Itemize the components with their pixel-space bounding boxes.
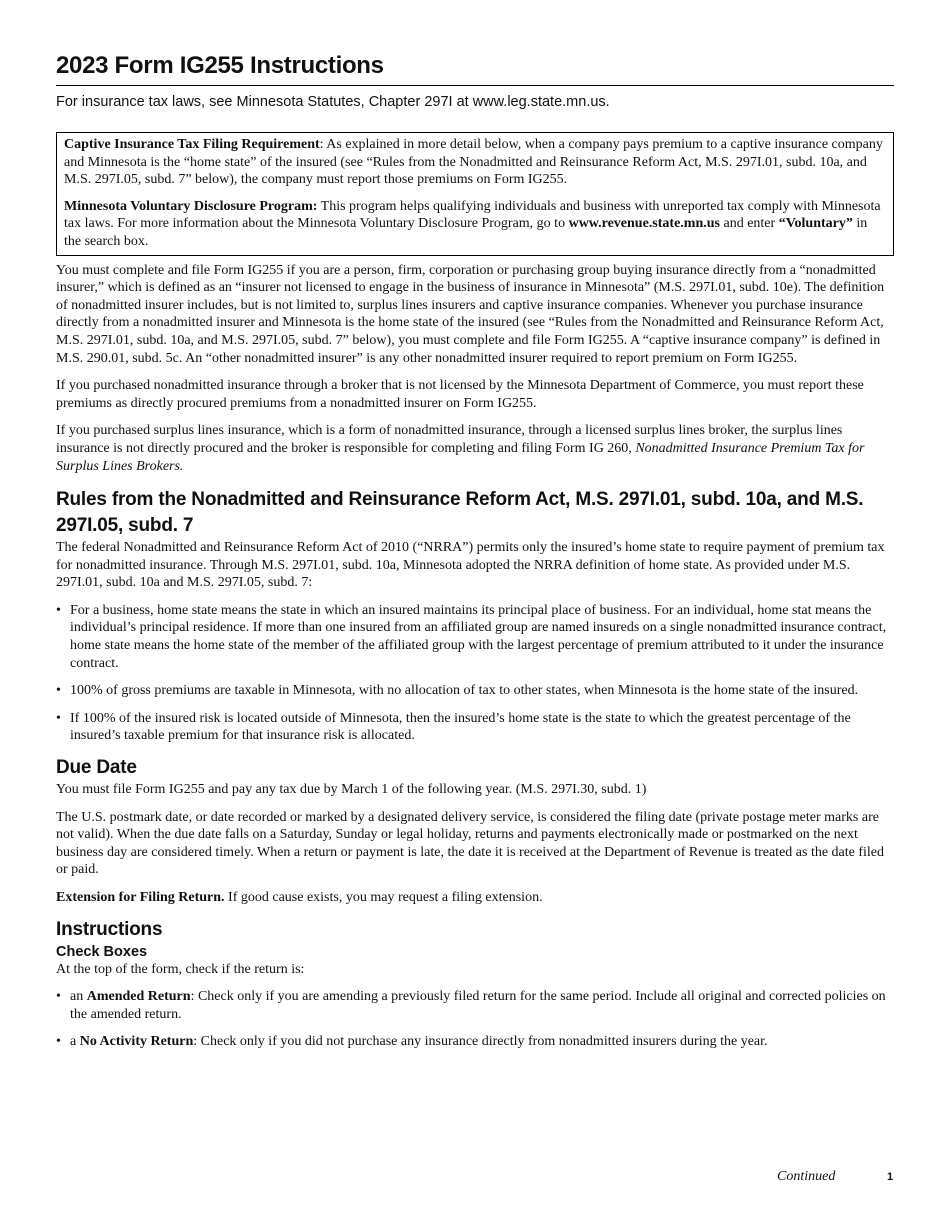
captive-requirement-heading: Captive Insurance Tax Filing Requirement <box>64 137 320 152</box>
due-date-paragraph-2: The U.S. postmark date, or date recorded or marked by a designated delivery service, is considered the filing date (private postage meter marks are not valid). When the due date falls on a Saturday, Sunday or legal holiday, returns and payments electronically made or postmarked on the next business day are considered timely. When a return or payment is late, the date it is received at the Department of Revenue is treated as the date filed or paid. <box>56 809 885 878</box>
list-item: • an Amended Return: Check only if you are amending a previously filed return for the same period. Include all original and corrected policies on the amended return. <box>56 988 894 1023</box>
amended-return-label: Amended Return <box>86 989 191 1005</box>
list-item: • For a business, home state means the state in which an insured maintains its principal place of business. For an individual, home stat means the individual’s principal residence. If more than one insured from an affiliated group are named insureds on a single nonadmitted insurance contract, home state means the home state of the member of the affiliated group with the largest percentage of premium attributed to it under the insurance contract. <box>56 602 894 672</box>
captive-requirement-text: : As explained in more detail below, when a company pays premium to a captive insurance company and Minnesota is the “home state” of the insured (see “Rules from the Nonadmitted and Reinsurance Reform Act, M.S. 297I.01, subd. 10a, and M.S. 297I.05, subd. 7” below), the company must report those premiums on Form IG255. <box>64 137 883 188</box>
page-title: 2023 Form IG255 Instructions <box>56 48 894 86</box>
extension-label: Extension for Filing Return. <box>56 890 225 905</box>
form-ig260-title: Nonadmitted Insurance Premium Tax for Surplus Lines Brokers. <box>56 440 865 474</box>
rules-list <box>56 602 894 745</box>
notice-box <box>56 132 894 256</box>
list-item: • 100% of gross premiums are taxable in Minnesota, with no allocation of tax to other states, when Minnesota is the home state of the insured. <box>56 682 894 700</box>
due-date-heading: Due Date <box>56 757 137 779</box>
revenue-website-link[interactable]: www.revenue.state.mn.us <box>568 216 720 232</box>
extension-paragraph: Extension for Filing Return. If good cause exists, you may request a filing extension. <box>56 890 543 905</box>
captive-requirement-paragraph <box>64 136 886 189</box>
intro-paragraph-1: You must complete and file Form IG255 if you are a person, firm, corporation or purchasing group buying insurance directly from a “nonadmitted insurer,” which is defined as an “insurer not licensed to engage in the business of insurance in Minnesota” (M.S. 297I.01, subd. 10e). The definition of nonadmitted insurer includes, but is not limited to, surplus lines insurers and captive insurance companies. Whenever you purchase insurance directly from a nonadmitted insurer and Minnesota is the home state of the insured (see “Rules from the Nonadmitted and Reinsurance Reform Act, M.S. 297I.01, subd. 10a, and M.S. 297I.05, subd. 7” below), you must complete and file Form IG255. A “captive insurance company” is defined in M.S. 290.01, subd. 5c. An “other nonadmitted insurer” is any other nonadmitted insurer required to report premium on Form IG255. <box>56 262 885 366</box>
due-date-section <box>56 781 894 907</box>
intro-paragraph-2: If you purchased nonadmitted insurance through a broker that is not licensed by the Minnesota Department of Commerce, you must report these premiums as directly procured premiums from a nonadmitted insurer on Form IG255. <box>56 378 864 411</box>
check-boxes-intro: At the top of the form, check if the return is: <box>56 961 305 977</box>
voluntary-disclosure-heading: Minnesota Voluntary Disclosure Program: <box>64 198 318 214</box>
no-activity-return-label: No Activity Return <box>79 1034 194 1050</box>
continued-label: Continued <box>777 1169 836 1184</box>
page-subtitle: For insurance tax laws, see Minnesota Statutes, Chapter 297I at www.leg.state.mn.us. <box>56 94 610 110</box>
page-number: 1 <box>887 1171 894 1183</box>
rules-heading: Rules from the Nonadmitted and Reinsurance Reform Act, M.S. 297I.01, subd. 10a, and M.S. 297I.05, subd. 7 <box>56 489 864 537</box>
check-boxes-list <box>56 988 894 1051</box>
search-keyword: “Voluntary” <box>778 216 853 232</box>
instructions-section <box>56 961 894 1051</box>
intro-section <box>56 262 894 476</box>
due-date-paragraph-1: You must file Form IG255 and pay any tax due by March 1 of the following year. (M.S. 297I.30, subd. 1) <box>56 782 647 798</box>
list-item: • If 100% of the insured risk is located outside of Minnesota, then the insured’s home state is the state to which the greatest percentage of the insured’s taxable premium for that insurance risk is allocated. <box>56 710 894 745</box>
rules-section <box>56 539 894 745</box>
voluntary-disclosure-paragraph: Minnesota Voluntary Disclosure Program: This program helps qualifying individuals and business with unreported tax comply with Minnesota tax laws. For more information about the Minnesota Voluntary Disclosure Program, go to www.revenue.state.mn.us and enter “Voluntary” in the search box. <box>64 198 881 249</box>
intro-paragraph-3: If you purchased surplus lines insurance, which is a form of nonadmitted insurance, through a licensed surplus lines broker, the surplus lines insurance is not directly procured and the broker is responsible for completing and filing Form IG 260, Nonadmitted Insurance Premium Tax for Surplus Lines Brokers. <box>56 423 865 474</box>
instructions-heading: Instructions <box>56 918 163 940</box>
list-item: • a No Activity Return: Check only if you did not purchase any insurance directly from nonadmitted insurers during the year. <box>56 1033 894 1051</box>
check-boxes-subheading: Check Boxes <box>56 943 148 960</box>
rules-paragraph: The federal Nonadmitted and Reinsurance Reform Act of 2010 (“NRRA”) permits only the insured’s home state to require payment of premium tax for nonadmitted insurance. Through M.S. 297I.01, subd. 10a, Minnesota adopted the NRRA definition of home state. As provided under M.S. 297I.01, subd. 10a and M.S. 297I.05, subd. 7: <box>56 540 885 591</box>
page-footer <box>0 1169 950 1189</box>
document-page <box>56 48 894 1051</box>
